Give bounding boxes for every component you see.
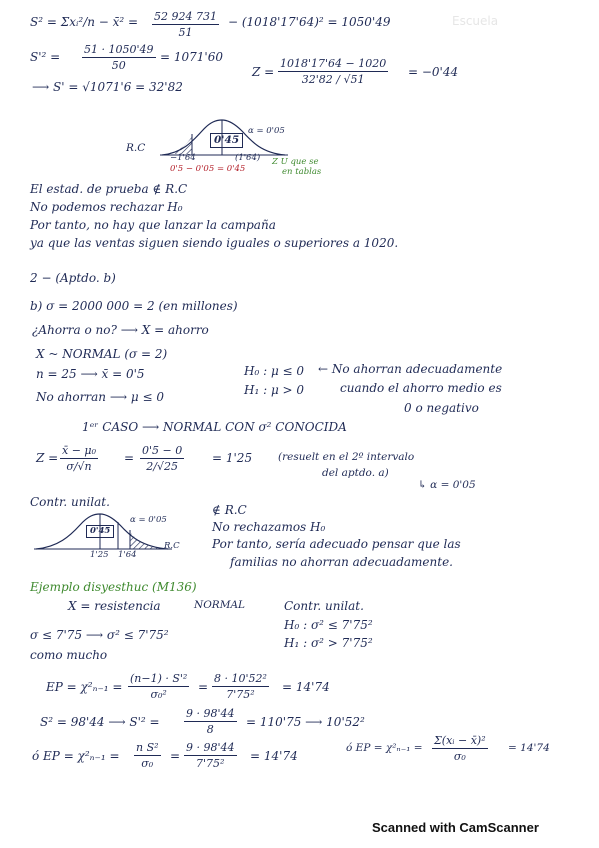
contr-unilat-2: Contr. unilat. (284, 599, 364, 613)
conclusion-1-line-3: Por tanto, no hay que lanzar la campaña (30, 218, 276, 232)
h-note-2: cuando el ahorro medio es (340, 381, 502, 395)
z2-result: = 1'25 (212, 451, 253, 465)
s2-fraction: $\frac{52 924 731}{51}$ (154, 10, 217, 39)
conclusion-1-line-1: El estad. de prueba ∉ R.C (30, 182, 188, 196)
alt2-ep-lhs: ó EP = χ²ₙ₋₁ = (346, 742, 423, 754)
camscanner-watermark: Scanned with CamScanner (372, 820, 539, 835)
sigma-line: b) σ = 2000 000 = 2 (en millones) (30, 299, 238, 313)
alpha-label-2: α = 0'05 (130, 515, 167, 525)
no-ahorran-line: No ahorran ⟶ μ ≤ 0 (36, 390, 164, 404)
n-line: n = 25 ⟶ x̄ = 0'5 (36, 367, 145, 381)
alpha-label-1: α = 0'05 (248, 126, 285, 136)
alt-ep-lhs: ó EP = χ²ₙ₋₁ = (32, 749, 120, 763)
caso-line: 1ᵉʳ CASO ⟶ NORMAL CON σ² CONOCIDA (82, 420, 347, 434)
sp2-result: = 1071'60 (160, 50, 223, 64)
sp2-fraction: $\frac{51 \cdot 1050'49}{50}$ (84, 43, 154, 72)
sigma-bound-line: σ ≤ 7'75 ⟶ σ² ≤ 7'75² (30, 628, 169, 642)
s2-fraction-3: $\frac{9 \cdot 98'44}{8}$ (186, 707, 235, 736)
rejection-region-right (130, 532, 164, 549)
rc-label-2: R.C (164, 541, 180, 551)
h-note-3: 0 o negativo (404, 401, 479, 415)
ghost-text: Escuela (452, 14, 499, 28)
s2-result-3: = 110'75 ⟶ 10'52² (246, 715, 365, 729)
z-lhs: Z = (252, 65, 275, 79)
alt2-ep-result: = 14'74 (508, 742, 550, 754)
rc-label-1: R.C (126, 142, 146, 154)
ep-fraction-formula: $\frac{\text{(n−1) · S'²}}{\text{σ₀²}}$ (130, 672, 188, 701)
s2-definition: S² = Σxᵢ²/n − x̄² = (30, 15, 139, 29)
ep-lhs: EP = χ²ₙ₋₁ = (46, 680, 123, 694)
pos-critical-value: (1'64) (235, 153, 261, 163)
z2-eq: = (124, 451, 135, 465)
ep-result: = 14'74 (282, 680, 330, 694)
alt-ep-fraction-values: $\frac{9 \cdot 98'44}{\text{7'75²}}$ (186, 741, 235, 770)
alt-ep-fraction-formula: $\frac{\text{n S²}}{\text{σ₀}}$ (136, 741, 159, 770)
z-fraction: $\frac{1018'17'64 - 1020}{32'82 / √51}$ (280, 57, 387, 86)
conclusion-1-line-2: No podemos rechazar H₀ (30, 200, 183, 214)
z-result: = −0'44 (408, 65, 459, 79)
conclusion-1-line-4: ya que las ventas siguen siendo iguales o superiores a 1020. (30, 236, 399, 250)
conclusion-2-line-2: Por tanto, sería adecuado pensar que las (212, 537, 461, 551)
area-box-2: 0'45 (86, 525, 114, 538)
z2-note-1: (resuelt en el 2º intervalo (278, 451, 415, 463)
section-3-heading: Ejemplo disyesthuc (M136) (30, 580, 197, 594)
como-mucho: como mucho (30, 648, 108, 662)
conclusion-2-line-3: familias no ahorran adecuadamente. (230, 555, 453, 569)
alt-ep-result: = 14'74 (250, 749, 298, 763)
question-line: ¿Ahorra o no? ⟶ X = ahorro (32, 323, 209, 337)
alt-ep-eq: = (170, 749, 181, 763)
sp2-lhs: S'² = (30, 50, 61, 64)
h-note-1: ← No ahorran adecuadamente (318, 362, 503, 376)
red-calc-line: 0'5 − 0'05 = 0'45 (170, 164, 246, 174)
z2-fraction-formula: $\frac{\text{x̄ − μ₀}}{\sigma/√n}$ (62, 444, 96, 473)
alpha-note-2: ↳ α = 0'05 (418, 479, 476, 491)
sp-sqrt-line: ⟶ S' = √1071'6 = 32'82 (32, 80, 183, 94)
normal-label-3: NORMAL (194, 599, 246, 611)
alt2-ep-fraction: $\frac{\text{Σ(xᵢ − x̄)²}}{\text{σ₀}}$ (434, 734, 486, 763)
h1-section-3: H₁ : σ² > 7'75² (284, 636, 373, 650)
s2-result: − (1018'17'64)² = 1050'49 (228, 15, 391, 29)
stat-value-2: 1'25 (90, 550, 109, 560)
normal-line: X ~ NORMAL (σ = 2) (36, 347, 168, 361)
z2-lhs: Z = (36, 451, 59, 465)
green-note-1: Z U que se (272, 157, 319, 167)
s2-line-3: S² = 98'44 ⟶ S'² = (40, 715, 160, 729)
neg-critical-value: −1'64 (170, 153, 196, 163)
ep-fraction-values: $\frac{\text{8 · 10'52²}}{\text{7'75²}}$ (214, 672, 267, 701)
contr-unilat-1: Contr. unilat. (30, 495, 110, 509)
h0-section-2: H₀ : μ ≤ 0 (244, 364, 305, 378)
green-note-2: en tablas (282, 167, 322, 177)
z2-note-2: del aptdo. a) (322, 467, 389, 479)
section-2-heading: 2 − (Aptdo. b) (30, 271, 116, 285)
h1-section-2: H₁ : μ > 0 (244, 383, 305, 397)
notin-rc-2: ∉ R.C (212, 503, 247, 517)
ep-eq: = (198, 680, 209, 694)
critical-value-2: 1'64 (118, 550, 137, 560)
conclusion-2-line-1: No rechazamos H₀ (212, 520, 326, 534)
z2-fraction-values: $\frac{0'5 - 0}{2/√25}$ (142, 444, 183, 473)
area-box-1: 0'45 (210, 133, 243, 148)
h0-section-3: H₀ : σ² ≤ 7'75² (284, 618, 373, 632)
x-definition: X = resistencia (68, 599, 161, 613)
